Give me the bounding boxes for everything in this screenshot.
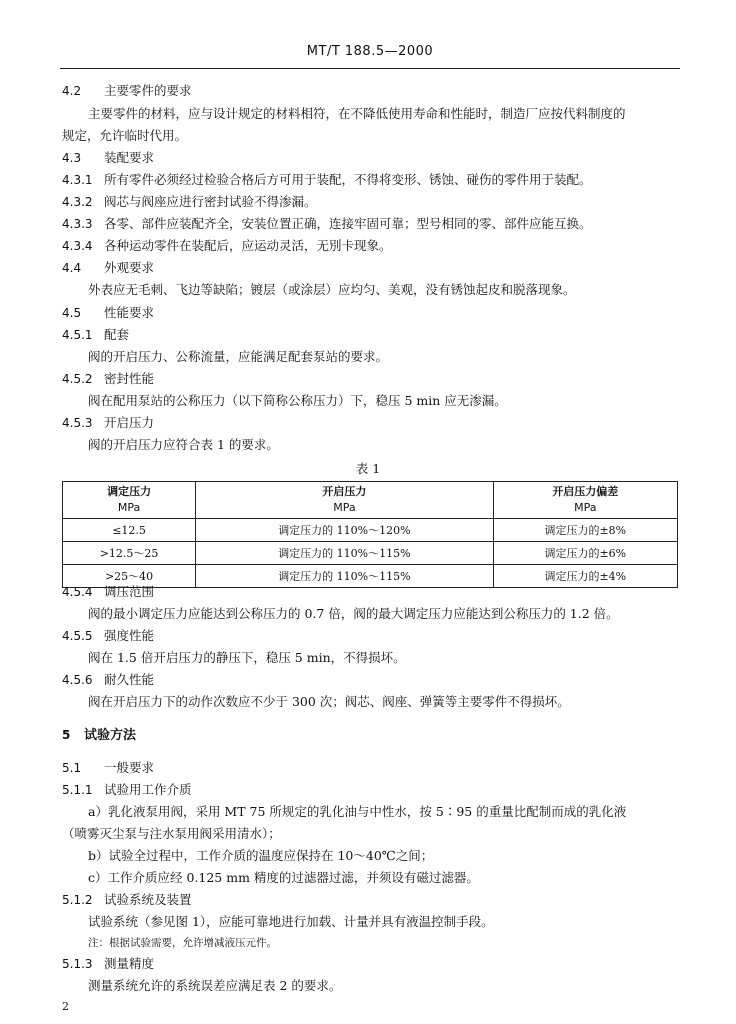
standard-code-header: MT/T 188.5—2000 xyxy=(306,44,434,59)
table-cell: 调定压力的 110%～120% xyxy=(196,519,493,542)
paragraph-line: 试验系统（参见图 1），应能可靠地进行加载、计量并具有液温控制手段。 xyxy=(88,914,494,929)
table-row xyxy=(63,519,678,542)
paragraph-line: 阀在开启压力下的动作次数应不少于 300 次；阀芯、阀座、弹簧等主要零件不得损坏。 xyxy=(88,694,570,709)
clause-4-3-2: 4.3.2 阀芯与阀座应进行密封试验不得渗漏。 xyxy=(62,194,317,209)
table-header-cell: 开启压力偏差 MPa xyxy=(493,482,677,519)
paragraph-line: 外表应无毛刺、飞边等缺陷；镀层（或涂层）应均匀、美观，没有锈蚀起皮和脱落现象。 xyxy=(88,282,576,297)
table-header-cell: 开启压力 MPa xyxy=(196,482,493,519)
clause-5-1-3: 5.1.3 测量精度 xyxy=(62,956,155,971)
clause-4-3-4: 4.3.4 各种运动零件在装配后，应运动灵活，无別卡现象。 xyxy=(62,238,392,253)
heading-4-5: 4.5 性能要求 xyxy=(62,305,155,320)
clause-4-3-1: 4.3.1 所有零件必须经过检验合格后方可用于装配，不得将变形、锈蚀、碰伤的零件用于装配。 xyxy=(62,172,592,187)
table-row xyxy=(63,565,678,588)
paragraph-line: 规定，允许临时代用。 xyxy=(62,128,188,143)
table-row xyxy=(63,542,678,565)
heading-4-4: 4.4 外观要求 xyxy=(62,260,155,275)
clause-4-5-2: 4.5.2 密封性能 xyxy=(62,371,155,386)
clause-5-1-2: 5.1.2 试验系统及装置 xyxy=(62,892,192,907)
table-caption: 表 1 xyxy=(355,461,381,476)
table-cell: 调定压力的 110%～115% xyxy=(196,565,493,588)
note-line: 注：根据试验需要，允许增减液压元件。 xyxy=(88,937,277,949)
table-cell: 调定压力的±6% xyxy=(493,542,677,565)
paragraph-line: （喷雾灭尘泵与注水泵用阀采用清水）； xyxy=(62,826,281,841)
paragraph-line: 阀在 1.5 倍开启压力的静压下，稳压 5 min，不得损坏。 xyxy=(88,650,406,665)
clause-4-5-3: 4.5.3 开启压力 xyxy=(62,415,155,430)
clause-4-5-4: 4.5.4 调压范围 xyxy=(62,584,155,599)
heading-5-1: 5.1 一般要求 xyxy=(62,760,155,775)
table-cell: 调定压力的 110%～115% xyxy=(196,542,493,565)
paragraph-line: 阀的开启压力、公称流量，应能满足配套泵站的要求。 xyxy=(88,349,389,364)
paragraph-line: b）试验全过程中，工作介质的温度应保持在 10～40℃之间； xyxy=(88,848,434,863)
paragraph-line: 测量系统允许的系统误差应满足表 2 的要求。 xyxy=(88,978,342,993)
table-header-cell: 调定压力 MPa xyxy=(63,482,196,519)
header-rule xyxy=(60,68,680,69)
clause-4-3-3: 4.3.3 各零、部件应装配齐全，安装位置正确，连接牢固可靠；型号相同的零、部件应能互换。 xyxy=(62,216,592,231)
heading-4-2: 4.2 主要零件的要求 xyxy=(62,83,192,98)
clause-4-5-1: 4.5.1 配套 xyxy=(62,327,130,342)
table-cell: 调定压力的±4% xyxy=(493,565,677,588)
section-5-heading: 5 试验方法 xyxy=(62,728,137,743)
paragraph-line: 阀的开启压力应符合表 1 的要求。 xyxy=(88,437,279,452)
paragraph-line: 主要零件的材料，应与设计规定的材料相符，在不降低使用寿命和性能时，制造厂应按代料制度的 xyxy=(88,106,626,121)
clause-5-1-1: 5.1.1 试验用工作介质 xyxy=(62,782,192,797)
clause-4-5-5: 4.5.5 强度性能 xyxy=(62,628,155,643)
table-header-row xyxy=(63,482,678,519)
table-cell: >25～40 xyxy=(63,565,196,588)
page-number: 2 xyxy=(62,1000,69,1013)
table-cell: 调定压力的±8% xyxy=(493,519,677,542)
table-cell: ≤12.5 xyxy=(63,519,196,542)
paragraph-line: c）工作介质应经 0.125 mm 精度的过滤器过滤，并须设有磁过滤器。 xyxy=(88,870,479,885)
heading-4-3: 4.3 装配要求 xyxy=(62,150,155,165)
paragraph-line: a）乳化液泵用阀，采用 MT 75 所规定的乳化油与中性水，按 5∶95 的重量比配制而成的乳化液 xyxy=(88,804,627,819)
paragraph-line: 阀的最小调定压力应能达到公称压力的 0.7 倍，阀的最大调定压力应能达到公称压力的 1.2 倍。 xyxy=(88,606,619,621)
table-1 xyxy=(62,481,678,588)
paragraph-line: 阀在配用泵站的公称压力（以下简称公称压力）下，稳压 5 min 应无渗漏。 xyxy=(88,393,507,408)
clause-4-5-6: 4.5.6 耐久性能 xyxy=(62,672,155,687)
table-cell: >12.5～25 xyxy=(63,542,196,565)
